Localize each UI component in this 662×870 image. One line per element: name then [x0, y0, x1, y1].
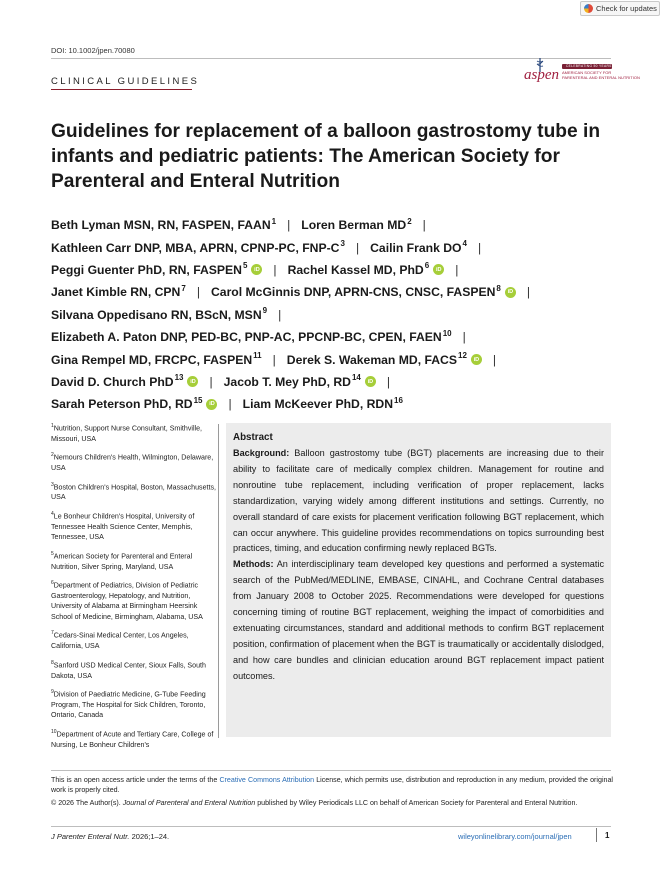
affiliation-ref: 14 — [351, 373, 361, 383]
affiliation-ref: 9 — [262, 306, 268, 316]
article-title: Guidelines for replacement of a balloon gastrostomy tube in infants and pediatric patients: The American Society for Parenteral and Enteral Nutrition — [51, 121, 601, 192]
affiliation-item: $^7$Cedars-Sinai Medical Center, Los Angeles, California, USA — [51, 630, 189, 651]
author-separator: | — [422, 218, 426, 233]
background-text: Balloon gastrostomy tube (BGT) placements are increasing due to their ability to facilitate care of medically complex children. Management for routine and nonroutine tube replacement, including verification of proper replacement, lacks standardization, varying widely among different institutions and settings. Currently, no overall standard of care exists for placement verification following BGT replacement, which can occur anywhere. This guideline provides recommendations on topics surrounding best practices, timing, and education confirming newly replaced BGTs. — [233, 448, 604, 554]
check-for-updates-label: Check for updates — [596, 4, 657, 13]
author-name: David D. Church PhD $^{13}$ iD — [51, 375, 198, 389]
aspen-wordmark: aspen — [524, 67, 559, 83]
orcid-icon[interactable]: iD — [206, 399, 217, 410]
author-separator: | — [455, 262, 459, 277]
affiliation-item: $^4$Le Bonheur Children's Hospital, University of Tennessee Health Science Center, Memphis, Tennessee, USA — [51, 511, 195, 542]
affiliation-item: $^2$Nemours Children's Health, Wilmington, Delaware, USA — [51, 452, 214, 473]
author-name: Peggi Guenter PhD, RN, FASPEN $^5$ iD — [51, 263, 262, 277]
license-divider — [51, 770, 611, 771]
author-separator: | — [386, 374, 391, 389]
abstract-background — [233, 446, 604, 557]
copyright-statement: © 2026 The Author(s). Journal of Parenteral and Enteral Nutrition published by Wiley Periodicals LLC on behalf of American Society for Parenteral and Enteral Nutrition. — [51, 799, 578, 807]
orcid-icon[interactable]: iD — [365, 376, 376, 387]
author-name: Kathleen Carr DNP, MBA, APRN, CPNP-PC, FNP-C $^3$ — [51, 239, 345, 255]
orcid-icon[interactable]: iD — [251, 264, 262, 275]
author-name: Liam McKeever PhD, RDN $^{16}$ — [242, 395, 403, 412]
author-separator: | — [209, 374, 213, 389]
author-separator: | — [228, 397, 232, 412]
affiliation-ref: 6 — [424, 261, 430, 271]
affiliation-ref: 13 — [174, 373, 184, 383]
author-separator: | — [492, 352, 497, 367]
author-separator: | — [462, 330, 466, 345]
author-line — [51, 326, 621, 348]
author-name: Derek S. Wakeman MD, FACS $^{12}$ iD — [287, 353, 482, 367]
affiliation-ref: 8 — [496, 283, 501, 293]
affiliation-ref: 5 — [242, 261, 248, 271]
affiliation-ref: 7 — [181, 283, 186, 293]
affiliation-ref: 16 — [394, 395, 403, 405]
anniversary-badge-text: CELEBRATING 50 YEARS — [566, 64, 612, 69]
affiliation-ref: 10 — [442, 328, 452, 338]
orcid-icon[interactable]: iD — [505, 287, 516, 298]
footer-divider — [51, 826, 611, 827]
background-label: Background: — [233, 448, 290, 458]
affiliation-item: $^5$American Society for Parenteral and Enteral Nutrition, Silver Spring, Maryland, USA — [51, 550, 193, 571]
author-name: Jacob T. Mey PhD, RD $^{14}$ iD — [224, 375, 376, 389]
affiliation-ref: 2 — [407, 216, 412, 226]
orcid-icon[interactable]: iD — [433, 264, 444, 275]
section-underline — [51, 89, 192, 90]
aspen-org-name: AMERICAN SOCIETY FOR PARENTERAL AND ENTERAL NUTRITION — [562, 70, 640, 80]
license-statement: This is an open access article under the terms of the Creative Commons Attribution License, which permits use, distribution and reproduction in any medium, provided the original work is properly cited. — [51, 776, 613, 794]
author-separator: | — [272, 352, 276, 367]
author-separator: | — [196, 285, 200, 300]
methods-text: An interdisciplinary team developed key questions and performed a systematic search of the PubMed/MEDLINE, EMBASE, CINAHL, and Cochrane Central databases from January 2008 to October 2025. Recommendations were developed for questions concerning timing of routine BGT replacement, weighing the impact of comorbidities and extenuating circumstances, standard and additional methods to confirm BGT replacement position, confirmation of placement when the BGT is traumatically or accidentally dislodged, and how care bundles and clinician education around BGT replacement impact patient outcomes. — [233, 559, 605, 681]
affiliation-item: $^6$Department of Pediatrics, Division of Pediatric Gastroenterology, Hepatology, and Nutrition, University of Alabama at Birmingham Heersink School of Medicine, Birmingham, Alabama, USA — [51, 580, 203, 621]
orcid-icon[interactable]: iD — [187, 376, 198, 387]
affiliation-ref: 4 — [462, 239, 467, 249]
author-separator: | — [526, 285, 531, 300]
affiliation-divider — [218, 424, 219, 738]
author-name: Cailin Frank DO $^4$ — [370, 239, 467, 255]
author-name: Rachel Kassel MD, PhD $^6$ iD — [288, 263, 445, 277]
orcid-icon[interactable]: iD — [471, 354, 482, 365]
affiliation-ref: 12 — [458, 351, 467, 361]
check-for-updates-button[interactable] — [580, 1, 660, 16]
author-name: Janet Kimble RN, CPN $^7$ — [51, 283, 186, 300]
journal-citation: J Parenter Enteral Nutr. 2026;1–24. — [51, 832, 170, 841]
author-name: Gina Rempel MD, FRCPC, FASPEN $^{11}$ — [51, 351, 262, 367]
author-separator: | — [278, 307, 282, 322]
affiliation-item: $^8$Sanford USD Medical Center, Sioux Falls, South Dakota, USA — [51, 659, 206, 680]
author-name: Sarah Peterson PhD, RD $^{15}$ iD — [51, 397, 217, 411]
journal-url-link[interactable]: wileyonlinelibrary.com/journal/jpen — [458, 832, 572, 841]
author-list — [51, 214, 621, 416]
crossmark-icon — [584, 4, 593, 13]
affiliation-item: $^1$Nutrition, Support Nurse Consultant, Smithville, Missouri, USA — [51, 423, 203, 443]
journal-name: Journal of Parenteral and Enteral Nutrition — [122, 799, 256, 807]
author-separator: | — [273, 262, 277, 277]
abstract-methods — [233, 557, 604, 684]
doi: DOI: 10.1002/jpen.70080 — [51, 46, 135, 55]
author-line — [51, 348, 621, 370]
abstract-heading: Abstract — [233, 432, 273, 443]
author-line — [51, 259, 621, 281]
author-separator: | — [287, 218, 291, 233]
author-separator: | — [478, 240, 482, 255]
abstract-box — [226, 423, 611, 737]
author-line — [51, 371, 621, 393]
author-name: Elizabeth A. Paton DNP, PED-BC, PNP-AC, PPCNP-BC, CPEN, FAEN $^{10}$ — [51, 328, 452, 345]
author-name: Carol McGinnis DNP, APRN-CNS, CNSC, FASPEN $^8$ iD — [211, 285, 516, 299]
affiliation-ref: 1 — [271, 216, 277, 226]
author-line — [51, 304, 621, 326]
author-line — [51, 214, 621, 236]
author-line — [51, 393, 621, 415]
section-label: CLINICAL GUIDELINES — [51, 76, 200, 87]
affiliation-item: $^3$Boston Children's Hospital, Boston, Massachusetts, USA — [51, 481, 217, 502]
author-name: Loren Berman MD $^2$ — [301, 216, 412, 233]
affiliation-ref: 3 — [340, 239, 345, 249]
affiliation-ref: 15 — [193, 395, 203, 405]
creative-commons-link[interactable]: Creative Commons Attribution — [219, 776, 315, 784]
author-name: Beth Lyman MSN, RN, FASPEN, FAAN $^1$ — [51, 216, 277, 233]
author-separator: | — [355, 240, 360, 255]
affiliation-item: $^9$Division of Paediatric Medicine, G-Tube Feeding Program, The Hospital for Sick Children, Toronto, Ontario, Canada — [51, 689, 206, 720]
page-number: 1 — [605, 831, 610, 840]
affiliation-item: $^{10}$Department of Acute and Tertiary Care, College of Nursing, Le Bonheur Children's — [51, 728, 214, 749]
aspen-logo — [524, 58, 640, 84]
author-line — [51, 236, 621, 258]
affiliation-ref: 11 — [253, 351, 262, 361]
author-name: Silvana Oppedisano RN, BScN, MSN $^9$ — [51, 306, 268, 322]
author-line — [51, 281, 621, 303]
methods-label: Methods: — [233, 559, 274, 570]
affiliations — [51, 421, 217, 756]
footer-separator — [596, 828, 597, 842]
